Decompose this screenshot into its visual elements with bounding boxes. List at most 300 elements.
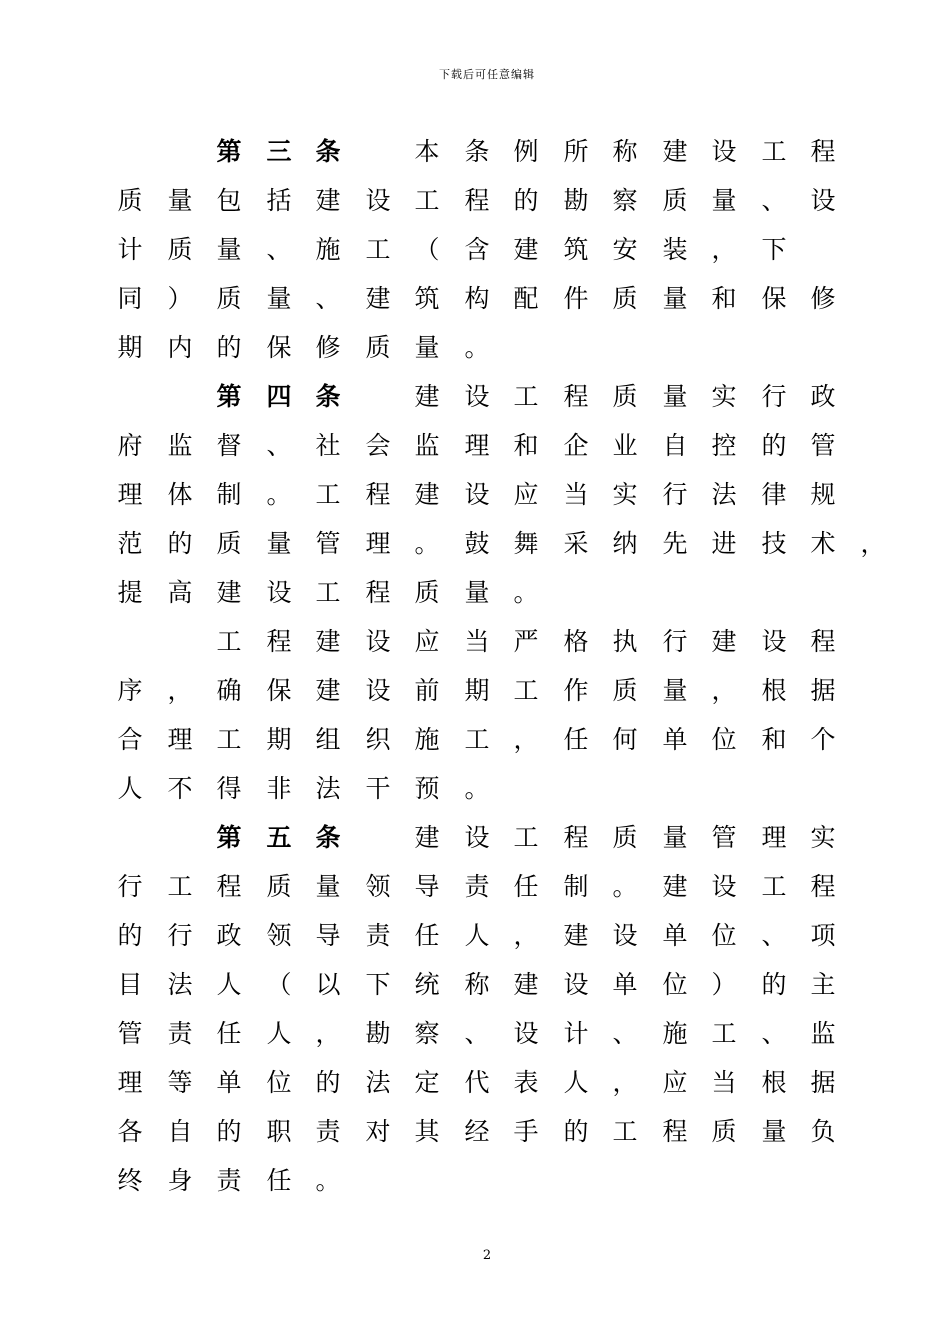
text-character: 范 xyxy=(117,529,143,558)
text-character: 代 xyxy=(464,1068,490,1097)
heading-character: 条 xyxy=(315,382,341,411)
text-character: 、 xyxy=(464,1019,490,1048)
text-character: 装 xyxy=(662,235,688,264)
text-character: 设 xyxy=(464,480,490,509)
paragraph-line xyxy=(117,916,877,965)
paragraph-first-line xyxy=(117,622,877,671)
text-character: 程 xyxy=(365,578,391,607)
text-character: 的 xyxy=(315,1068,341,1097)
text-character: 工 xyxy=(216,725,242,754)
text-character: 设 xyxy=(711,137,737,166)
paragraph-line xyxy=(117,867,877,916)
text-character: 建 xyxy=(414,480,440,509)
text-character: 据 xyxy=(810,1068,836,1097)
text-character: 。 xyxy=(612,872,638,901)
text-character: 设 xyxy=(810,186,836,215)
text-character: 企 xyxy=(563,431,589,460)
text-character: 。 xyxy=(266,480,292,509)
text-character: 应 xyxy=(414,627,440,656)
text-character: 责 xyxy=(464,872,490,901)
text-character: 自 xyxy=(167,1117,193,1146)
text-character: 施 xyxy=(315,235,341,264)
text-character: 量 xyxy=(662,382,688,411)
text-character: 先 xyxy=(662,529,688,558)
paragraph-line xyxy=(117,1112,877,1161)
text-character: 下 xyxy=(365,970,391,999)
text-character: 职 xyxy=(266,1117,292,1146)
text-character: 计 xyxy=(117,235,143,264)
text-character: 质 xyxy=(216,529,242,558)
text-character: 以 xyxy=(315,970,341,999)
text-character: 管 xyxy=(315,529,341,558)
text-character: 、 xyxy=(266,431,292,460)
text-character: 设 xyxy=(711,872,737,901)
text-character: 单 xyxy=(612,970,638,999)
text-character: ， xyxy=(315,1019,341,1048)
paragraph-line xyxy=(117,328,877,377)
text-character: 业 xyxy=(612,431,638,460)
text-character: 计 xyxy=(563,1019,589,1048)
text-character: ， xyxy=(167,676,193,705)
text-character: 、 xyxy=(761,921,787,950)
text-character: 质 xyxy=(612,676,638,705)
text-character: 任 xyxy=(216,1019,242,1048)
text-character: 设 xyxy=(266,578,292,607)
text-character: 程 xyxy=(216,872,242,901)
paragraph-first-line xyxy=(117,818,877,867)
text-character: 任 xyxy=(266,1166,292,1195)
text-character: 组 xyxy=(315,725,341,754)
paragraph xyxy=(117,132,877,377)
text-character: 察 xyxy=(414,1019,440,1048)
text-character: 量 xyxy=(216,235,242,264)
text-character: 自 xyxy=(662,431,688,460)
paragraph-line xyxy=(117,671,877,720)
paragraph-line xyxy=(117,720,877,769)
text-character: ， xyxy=(860,529,886,558)
text-character: 任 xyxy=(563,725,589,754)
text-character: ） xyxy=(711,970,737,999)
text-character: 工 xyxy=(315,578,341,607)
text-character: 位 xyxy=(711,921,737,950)
text-character: 量 xyxy=(662,676,688,705)
text-character: 制 xyxy=(216,480,242,509)
text-character: 保 xyxy=(266,333,292,362)
text-character: 序 xyxy=(117,676,143,705)
text-character: 责 xyxy=(315,1117,341,1146)
text-character: 程 xyxy=(563,823,589,852)
text-character: ， xyxy=(513,725,539,754)
text-character: 体 xyxy=(167,480,193,509)
heading-character: 三 xyxy=(266,137,292,166)
text-character: 质 xyxy=(266,872,292,901)
document-body xyxy=(117,132,886,1210)
text-character: 监 xyxy=(810,1019,836,1048)
text-character: 勘 xyxy=(365,1019,391,1048)
paragraph-line xyxy=(117,475,877,524)
text-character: 设 xyxy=(612,921,638,950)
text-character: 对 xyxy=(365,1117,391,1146)
text-character: 位 xyxy=(662,970,688,999)
text-character: 主 xyxy=(810,970,836,999)
text-character: 建 xyxy=(216,578,242,607)
text-character: 量 xyxy=(662,823,688,852)
text-character: 领 xyxy=(266,921,292,950)
text-character: 行 xyxy=(761,382,787,411)
text-character: 包 xyxy=(216,186,242,215)
text-character: 织 xyxy=(365,725,391,754)
text-character: 导 xyxy=(315,921,341,950)
heading-character: 第 xyxy=(216,382,242,411)
text-character: 经 xyxy=(464,1117,490,1146)
text-character: ， xyxy=(612,1068,638,1097)
text-character: 法 xyxy=(365,1068,391,1097)
text-character: 、 xyxy=(761,1019,787,1048)
paragraph-line xyxy=(117,426,877,475)
text-character: 严 xyxy=(513,627,539,656)
paragraph-line xyxy=(117,524,886,573)
text-character: 行 xyxy=(662,627,688,656)
text-character: 质 xyxy=(414,578,440,607)
text-character: 保 xyxy=(266,676,292,705)
text-character: 施 xyxy=(414,725,440,754)
text-character: ， xyxy=(513,921,539,950)
text-character: 合 xyxy=(117,725,143,754)
text-character: 当 xyxy=(711,1068,737,1097)
text-character: 建 xyxy=(315,676,341,705)
text-character: 终 xyxy=(117,1166,143,1195)
text-character: 设 xyxy=(563,970,589,999)
text-character: 量 xyxy=(414,333,440,362)
text-character: 量 xyxy=(167,186,193,215)
text-character: 内 xyxy=(167,333,193,362)
text-character: 量 xyxy=(266,284,292,313)
text-character: 期 xyxy=(266,725,292,754)
text-character: 理 xyxy=(761,823,787,852)
text-character: 筑 xyxy=(414,284,440,313)
text-character: 法 xyxy=(167,970,193,999)
text-character: 法 xyxy=(315,774,341,803)
text-character: 格 xyxy=(563,627,589,656)
text-character: 位 xyxy=(711,725,737,754)
text-character: 前 xyxy=(414,676,440,705)
paragraph xyxy=(117,818,877,1210)
text-character: 导 xyxy=(414,872,440,901)
paragraph-line xyxy=(117,769,877,818)
text-character: 政 xyxy=(216,921,242,950)
text-character: ， xyxy=(711,235,737,264)
text-character: 修 xyxy=(315,333,341,362)
text-character: 设 xyxy=(761,627,787,656)
text-character: 人 xyxy=(117,774,143,803)
text-character: 实 xyxy=(810,823,836,852)
text-character: 工 xyxy=(711,1019,737,1048)
text-character: 鼓 xyxy=(464,529,490,558)
text-character: 责 xyxy=(216,1166,242,1195)
text-character: ） xyxy=(167,284,193,313)
text-character: 量 xyxy=(761,1117,787,1146)
text-character: 配 xyxy=(513,284,539,313)
text-character: 条 xyxy=(464,137,490,166)
text-character: 人 xyxy=(216,970,242,999)
text-character: 。 xyxy=(464,333,490,362)
text-character: 件 xyxy=(563,284,589,313)
text-character: 。 xyxy=(315,1166,341,1195)
text-character: 。 xyxy=(414,529,440,558)
text-character: 项 xyxy=(810,921,836,950)
text-character: 建 xyxy=(711,627,737,656)
text-character: 称 xyxy=(612,137,638,166)
text-character: 质 xyxy=(662,186,688,215)
text-character: 统 xyxy=(414,970,440,999)
text-character: 程 xyxy=(266,627,292,656)
text-character: 何 xyxy=(612,725,638,754)
text-character: 责 xyxy=(167,1019,193,1048)
text-character: 程 xyxy=(464,186,490,215)
text-character: 身 xyxy=(167,1166,193,1195)
heading-character: 四 xyxy=(266,382,292,411)
text-character: 的 xyxy=(761,431,787,460)
text-character: 的 xyxy=(563,1117,589,1146)
text-character: 、 xyxy=(761,186,787,215)
text-character: 行 xyxy=(662,480,688,509)
text-character: 管 xyxy=(117,1019,143,1048)
text-character: 建 xyxy=(662,137,688,166)
text-character: 进 xyxy=(711,529,737,558)
text-character: 位 xyxy=(266,1068,292,1097)
text-character: 理 xyxy=(464,431,490,460)
text-character: 工 xyxy=(216,627,242,656)
text-character: 工 xyxy=(761,872,787,901)
text-character: 据 xyxy=(810,676,836,705)
text-character: 理 xyxy=(365,529,391,558)
text-character: 设 xyxy=(513,1019,539,1048)
text-character: 建 xyxy=(662,872,688,901)
text-character: 管 xyxy=(810,431,836,460)
text-character: 应 xyxy=(662,1068,688,1097)
text-character: 设 xyxy=(365,186,391,215)
text-character: 安 xyxy=(612,235,638,264)
text-character: 勘 xyxy=(563,186,589,215)
text-character: 量 xyxy=(711,186,737,215)
text-character: 构 xyxy=(464,284,490,313)
heading-character: 条 xyxy=(315,823,341,852)
text-character: 得 xyxy=(216,774,242,803)
text-character: 不 xyxy=(167,774,193,803)
text-character: 工 xyxy=(464,725,490,754)
page-header: 下载后可任意编辑 xyxy=(439,68,535,81)
text-character: 工 xyxy=(365,235,391,264)
paragraph-first-line xyxy=(117,132,877,181)
text-character: 工 xyxy=(612,1117,638,1146)
text-character: 。 xyxy=(513,578,539,607)
paragraph-line xyxy=(117,965,877,1014)
text-character: 非 xyxy=(266,774,292,803)
text-character: 察 xyxy=(612,186,638,215)
text-character: 保 xyxy=(761,284,787,313)
text-character: 作 xyxy=(563,676,589,705)
text-character: 督 xyxy=(216,431,242,460)
text-character: 管 xyxy=(711,823,737,852)
text-character: 建 xyxy=(365,284,391,313)
text-character: 程 xyxy=(662,1117,688,1146)
text-character: 负 xyxy=(810,1117,836,1146)
text-character: 人 xyxy=(563,1068,589,1097)
text-character: 同 xyxy=(117,284,143,313)
text-character: 工 xyxy=(414,186,440,215)
text-character: 建 xyxy=(563,921,589,950)
text-character: 其 xyxy=(414,1117,440,1146)
text-character: 预 xyxy=(414,774,440,803)
text-character: 控 xyxy=(711,431,737,460)
paragraph-first-line xyxy=(117,377,877,426)
text-character: 所 xyxy=(563,137,589,166)
text-character: 含 xyxy=(464,235,490,264)
text-character: 和 xyxy=(761,725,787,754)
text-character: 会 xyxy=(365,431,391,460)
text-character: 府 xyxy=(117,431,143,460)
text-character: 个 xyxy=(810,725,836,754)
text-character: 和 xyxy=(711,284,737,313)
text-character: 下 xyxy=(761,235,787,264)
text-character: 程 xyxy=(810,872,836,901)
text-character: 质 xyxy=(216,284,242,313)
text-character: 建 xyxy=(315,186,341,215)
text-character: 建 xyxy=(414,823,440,852)
text-character: 舞 xyxy=(513,529,539,558)
text-character: 理 xyxy=(117,480,143,509)
text-character: 根 xyxy=(761,676,787,705)
text-character: 表 xyxy=(513,1068,539,1097)
text-character: 期 xyxy=(464,676,490,705)
text-character: 提 xyxy=(117,578,143,607)
text-character: 工 xyxy=(513,382,539,411)
text-character: 当 xyxy=(464,627,490,656)
text-character: 手 xyxy=(513,1117,539,1146)
text-character: 工 xyxy=(513,676,539,705)
text-character: 律 xyxy=(761,480,787,509)
text-character: 行 xyxy=(167,921,193,950)
text-character: 制 xyxy=(563,872,589,901)
text-character: 任 xyxy=(513,872,539,901)
heading-character: 第 xyxy=(216,137,242,166)
text-character: 根 xyxy=(761,1068,787,1097)
text-character: 领 xyxy=(365,872,391,901)
text-character: 和 xyxy=(513,431,539,460)
text-character: 技 xyxy=(761,529,787,558)
text-character: 理 xyxy=(117,1068,143,1097)
text-character: 单 xyxy=(662,725,688,754)
text-character: 行 xyxy=(117,872,143,901)
text-character: 质 xyxy=(365,333,391,362)
text-character: 设 xyxy=(464,823,490,852)
text-character: 定 xyxy=(414,1068,440,1097)
text-character: 程 xyxy=(810,627,836,656)
text-character: 责 xyxy=(365,921,391,950)
page-number: 2 xyxy=(482,1248,492,1263)
text-character: 单 xyxy=(662,921,688,950)
text-character: 质 xyxy=(117,186,143,215)
text-character: 目 xyxy=(117,970,143,999)
text-character: （ xyxy=(266,970,292,999)
text-character: 程 xyxy=(365,480,391,509)
text-character: 质 xyxy=(167,235,193,264)
paragraph xyxy=(117,377,886,622)
text-character: 质 xyxy=(612,382,638,411)
text-character: 修 xyxy=(810,284,836,313)
paragraph-line xyxy=(117,573,877,622)
text-character: 实 xyxy=(612,480,638,509)
text-character: 应 xyxy=(513,480,539,509)
text-character: 实 xyxy=(711,382,737,411)
text-character: 监 xyxy=(414,431,440,460)
heading-character: 第 xyxy=(216,823,242,852)
text-character: 设 xyxy=(365,627,391,656)
text-character: 程 xyxy=(563,382,589,411)
text-character: 、 xyxy=(315,284,341,313)
text-character: 质 xyxy=(711,1117,737,1146)
text-character: 括 xyxy=(266,186,292,215)
text-character: 各 xyxy=(117,1117,143,1146)
text-character: 筑 xyxy=(563,235,589,264)
heading-character: 条 xyxy=(315,137,341,166)
text-character: 工 xyxy=(513,823,539,852)
text-character: （ xyxy=(414,235,440,264)
text-character: 量 xyxy=(464,578,490,607)
text-character: 的 xyxy=(513,186,539,215)
text-character: 、 xyxy=(612,1019,638,1048)
text-character: 设 xyxy=(365,676,391,705)
text-character: 单 xyxy=(216,1068,242,1097)
text-character: 确 xyxy=(216,676,242,705)
text-character: 监 xyxy=(167,431,193,460)
text-character: 期 xyxy=(117,333,143,362)
text-character: 建 xyxy=(414,382,440,411)
text-character: 社 xyxy=(315,431,341,460)
paragraph-line xyxy=(117,1014,877,1063)
text-character: 工 xyxy=(167,872,193,901)
text-character: 理 xyxy=(167,725,193,754)
text-character: 术 xyxy=(810,529,836,558)
text-character: 执 xyxy=(612,627,638,656)
text-character: 本 xyxy=(414,137,440,166)
text-character: 高 xyxy=(167,578,193,607)
paragraph-line xyxy=(117,181,877,230)
text-character: 任 xyxy=(414,921,440,950)
text-character: 的 xyxy=(167,529,193,558)
text-character: 的 xyxy=(761,970,787,999)
text-character: 量 xyxy=(315,872,341,901)
text-character: 设 xyxy=(464,382,490,411)
text-character: 纳 xyxy=(612,529,638,558)
paragraph-line xyxy=(117,1063,877,1112)
text-character: 建 xyxy=(315,627,341,656)
text-character: 施 xyxy=(662,1019,688,1048)
paragraph xyxy=(117,622,877,818)
paragraph-line xyxy=(117,230,877,279)
text-character: 质 xyxy=(612,284,638,313)
text-character: 采 xyxy=(563,529,589,558)
text-character: 量 xyxy=(266,529,292,558)
text-character: 建 xyxy=(513,970,539,999)
text-character: 、 xyxy=(266,235,292,264)
heading-character: 五 xyxy=(266,823,292,852)
text-character: 程 xyxy=(810,137,836,166)
text-character: 干 xyxy=(365,774,391,803)
text-character: ， xyxy=(711,676,737,705)
text-character: 。 xyxy=(464,774,490,803)
text-character: 称 xyxy=(464,970,490,999)
